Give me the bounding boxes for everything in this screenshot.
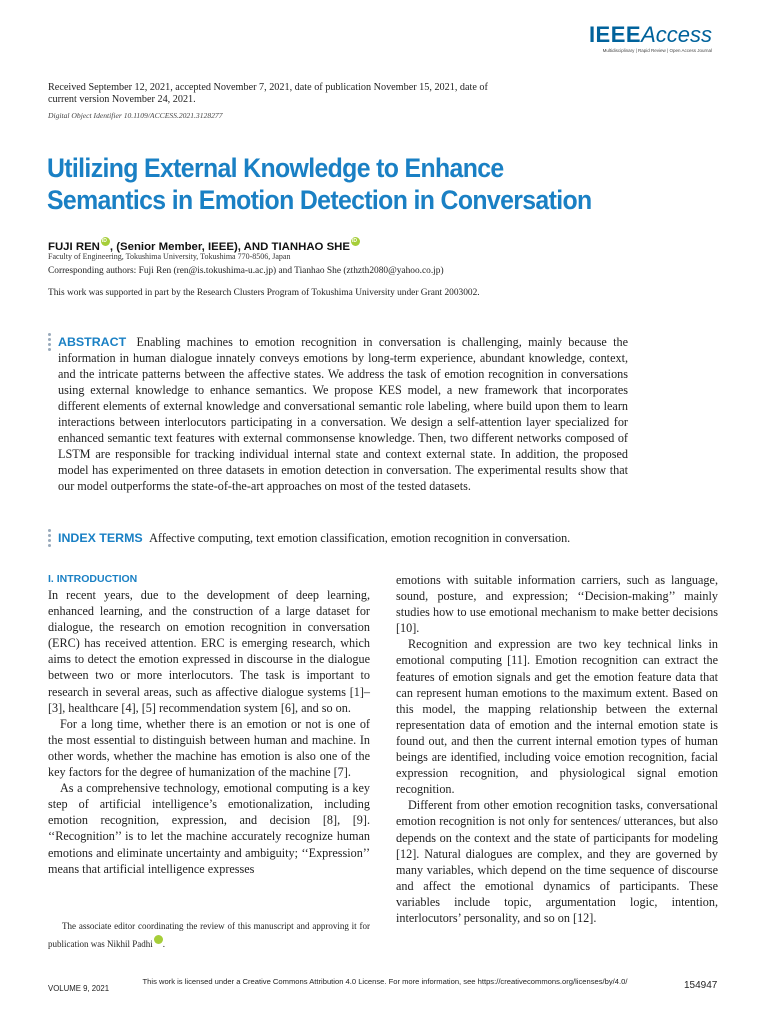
abstract xyxy=(58,334,628,494)
index-terms-text: Affective computing, text emotion classification, emotion recognition in conversation. xyxy=(149,531,571,545)
affiliation: Faculty of Engineering, Tokushima University, Tokushima 770-8506, Japan xyxy=(48,252,291,261)
corresponding-authors: Corresponding authors: Fuji Ren (ren@is.tokushima-u.ac.jp) and Tianhao She (zthzth2080@yahoo.co.jp) xyxy=(48,266,444,276)
author-1-name: FUJI REN xyxy=(48,240,100,253)
paragraph: Different from other emotion recognition tasks, conversational emotion recognition is not only for sentences/ utterances, but also depends on the context and the state of participants for modeling [12]. Natural dialogues are complex, and they are governed by many variables, which depend on the time sequence of discourse and affect the emotional dynamics of participants. These variables include topic, argumentation logic, intention, interlocutors’ personality, and so on [12]. xyxy=(396,798,718,925)
paragraph: Recognition and expression are two key technical links in emotional computing [11]. Emotion recognition can extract the features of emotion signals and get the emotion feature data that can represent human emotions to the maximum extent. Based on this model, the mapping relationship between the external representation data of emotion and the internal emotion state is found out, and then the current internal emotion types of human beings are identified, including voice emotion recognition, facial expression recognition, and physiological signal emotion recognition. xyxy=(396,637,718,797)
abstract-marker-icon xyxy=(48,333,52,353)
page-number: 154947 xyxy=(684,980,718,991)
orcid-icon[interactable] xyxy=(154,935,163,944)
index-terms-label: INDEX TERMS xyxy=(58,531,143,545)
body-column-left xyxy=(48,572,370,877)
paragraph: In recent years, due to the development of deep learning, enhanced learning, and the construction of a large dataset for dialogue, the research on emotion recognition in conversation (ERC) has received attention. ERC is emerging research, which aims to detect the emotion expressed in discourse in the dialogue between two or more interlocutors. The task is important to research in several areas, such as affective dialogue systems [1]–[3], healthcare [4], [5] recommendation system [6], and so on. xyxy=(48,588,370,715)
paragraph: emotions with suitable information carriers, such as language, sound, posture, and expression; ‘‘Decision-making’’ mainly studies how to use emotional mechanism to make better decisions [10]. xyxy=(396,573,718,636)
author-line xyxy=(48,236,360,253)
author-line-rest: , (Senior Member, IEEE), AND TIANHAO SHE xyxy=(109,240,350,253)
paragraph: For a long time, whether there is an emotion or not is one of the most essential to distinguish between human and machine. In other words, whether the machine has emotion is also one of the key factors for the degree of humanization of the machine [7]. xyxy=(48,716,370,780)
editor-footnote xyxy=(48,919,370,952)
abstract-text: Enabling machines to emotion recognition in conversation is challenging, mainly because the information in human dialogue innately conveys emotions by long-term experience, abundant knowledge, context, and the intricate patterns between the affective states. We address the task of emotion recognition in conversations using external knowledge to enhance semantics. We propose KES model, a new framework that incorporates different elements of external knowledge and conversational semantic role labeling, where build upon them to learn interactions between interlocutors participating in a conversation. We design a self-attention layer specialized for enhanced semantic text features with external commonsense knowledge. Then, two different networks composed of LSTM are responsible for tracking individual internal state and context external state. In addition, the proposed model has experimented on three datasets in emotion detection in conversation. The experimental results show that our model outperforms the state-of-the-art approaches on most of the tested datasets. xyxy=(58,335,629,493)
received-dates: Received September 12, 2021, accepted November 7, 2021, date of publication November 15, 2021, date of current version November 24, 2021. xyxy=(48,82,488,105)
funding-note: This work was supported in part by the Research Clusters Program of Tokushima University under Grant 2003002. xyxy=(48,288,480,298)
index-terms-marker-icon xyxy=(48,529,52,549)
footer-license[interactable]: This work is licensed under a Creative Commons Attribution 4.0 License. For more information, see https://creativecommons.org/licenses/by/4.0/ xyxy=(142,977,628,986)
journal-brand: IEEE xyxy=(588,22,642,47)
footer-volume: VOLUME 9, 2021 xyxy=(48,984,110,993)
abstract-label: ABSTRACT xyxy=(58,335,127,349)
journal-name: Access xyxy=(641,22,712,47)
paper-title: Utilizing External Knowledge to Enhance Semantics in Emotion Detection in Conversation xyxy=(47,153,592,215)
body-column-right xyxy=(396,572,718,926)
footnote-text: The associate editor coordinating the review of this manuscript and approving it for publication was Nikhil Padhi xyxy=(48,921,370,949)
section-heading: I. INTRODUCTION xyxy=(48,573,138,585)
doi-line: Digital Object Identifier 10.1109/ACCESS.2021.3128277 xyxy=(48,111,223,120)
journal-tagline: Multidisciplinary | Rapid Review | Open Access Journal xyxy=(602,48,712,53)
orcid-icon[interactable] xyxy=(101,237,110,246)
journal-logo xyxy=(589,22,712,53)
paragraph: As a comprehensive technology, emotional computing is a key step of artificial intelligence’s emotionalization, including emotion recognition, expression, and decision [8], [9]. ‘‘Recognition’’ is to let the machine accurately recognize human emotions and eliminate uncertainty and ambiguity; ‘‘Expression’’ means that artificial intelligence expresses xyxy=(48,781,370,876)
orcid-icon[interactable] xyxy=(351,237,360,246)
index-terms xyxy=(58,530,658,546)
